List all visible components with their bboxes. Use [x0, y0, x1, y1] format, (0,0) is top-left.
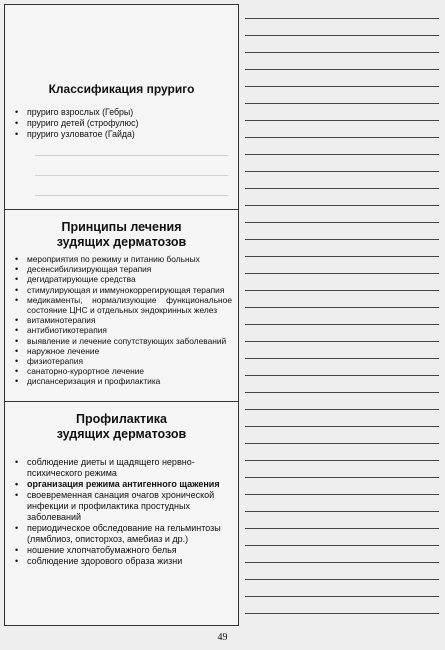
list-item: • периодическое обследование на гельминтозы (лямблиоз, описторхоз, амебиаз и др.): [13, 523, 232, 545]
treatment-list: [13, 254, 232, 387]
list-item: • выявление и лечение сопутствующих заболеваний: [13, 336, 232, 346]
treatment-title: [5, 220, 238, 250]
note-line: [245, 528, 439, 529]
note-line: [245, 579, 439, 580]
list-item: • пруриго детей (строфулюс): [13, 118, 232, 129]
treatment-section: [5, 210, 238, 402]
note-line: [245, 273, 439, 274]
page-number: 49: [217, 632, 228, 643]
bleed-through-line: [35, 155, 228, 156]
list-item: • соблюдение диеты и щадящего нервно-психического режима: [13, 457, 232, 479]
prevention-title: [5, 412, 238, 442]
note-line: [245, 188, 439, 189]
prevention-title-line2: зудящих дерматозов: [56, 427, 187, 441]
left-column: [4, 4, 239, 626]
note-line: [245, 205, 439, 206]
bleed-through-line: [35, 175, 228, 176]
note-line: [245, 443, 439, 444]
list-item: • диспансеризация и профилактика: [13, 376, 232, 386]
prevention-list: [13, 457, 232, 567]
list-item: • стимулирующая и иммунокоррегирующая терапия: [13, 285, 232, 295]
note-line: [245, 392, 439, 393]
list-item: • медикаменты, нормализующие функциональное состояние ЦНС и отдельных эндокринных желез: [13, 295, 232, 315]
list-item: • санаторно-курортное лечение: [13, 366, 232, 376]
note-line: [245, 562, 439, 563]
note-line: [245, 613, 439, 614]
prevention-section: [5, 402, 238, 625]
note-line: [245, 120, 439, 121]
note-line: [245, 290, 439, 291]
list-item: • витаминотерапия: [13, 315, 232, 325]
classification-section: [5, 5, 238, 210]
note-line: [245, 256, 439, 257]
list-item: • физиотерапия: [13, 356, 232, 366]
note-line: [245, 35, 439, 36]
note-line: [245, 52, 439, 53]
treatment-title-line2: зудящих дерматозов: [56, 235, 187, 249]
list-item: • антибиотикотерапия: [13, 325, 232, 335]
treatment-title-line1: Принципы лечения: [61, 220, 182, 234]
classification-list: [13, 107, 232, 140]
list-item: • пруриго взрослых (Гебры): [13, 107, 232, 118]
note-line: [245, 545, 439, 546]
note-line: [245, 103, 439, 104]
note-line: [245, 324, 439, 325]
list-item: • ношение хлопчатобумажного белья: [13, 545, 232, 556]
note-line: [245, 409, 439, 410]
note-line: [245, 86, 439, 87]
note-line: [245, 477, 439, 478]
list-item: • наружное лечение: [13, 346, 232, 356]
note-line: [245, 358, 439, 359]
note-line: [245, 222, 439, 223]
note-line: [245, 137, 439, 138]
note-line: [245, 154, 439, 155]
right-column-notes: [243, 4, 441, 624]
list-item: • соблюдение здорового образа жизни: [13, 556, 232, 567]
list-item: • своевременная санация очагов хронической инфекции и профилактика простудных заболеваний: [13, 490, 232, 523]
note-line: [245, 460, 439, 461]
prevention-title-line1: Профилактика: [75, 412, 168, 426]
note-line: [245, 341, 439, 342]
list-item: • десенсибилизирующая терапия: [13, 264, 232, 274]
list-item: • дегидратирующие средства: [13, 274, 232, 284]
note-line: [245, 494, 439, 495]
note-line: [245, 69, 439, 70]
note-line: [245, 239, 439, 240]
list-item: • пруриго узловатое (Гайда): [13, 129, 232, 140]
note-line: [245, 307, 439, 308]
bleed-through-line: [35, 195, 228, 196]
note-line: [245, 596, 439, 597]
note-line: [245, 375, 439, 376]
note-line: [245, 511, 439, 512]
classification-title: Классификация пруриго: [48, 82, 195, 96]
note-line: [245, 171, 439, 172]
note-line: [245, 426, 439, 427]
list-item: • мероприятия по режиму и питанию больных: [13, 254, 232, 264]
list-item: • организация режима антигенного щажения: [13, 479, 232, 490]
note-line: [245, 18, 439, 19]
